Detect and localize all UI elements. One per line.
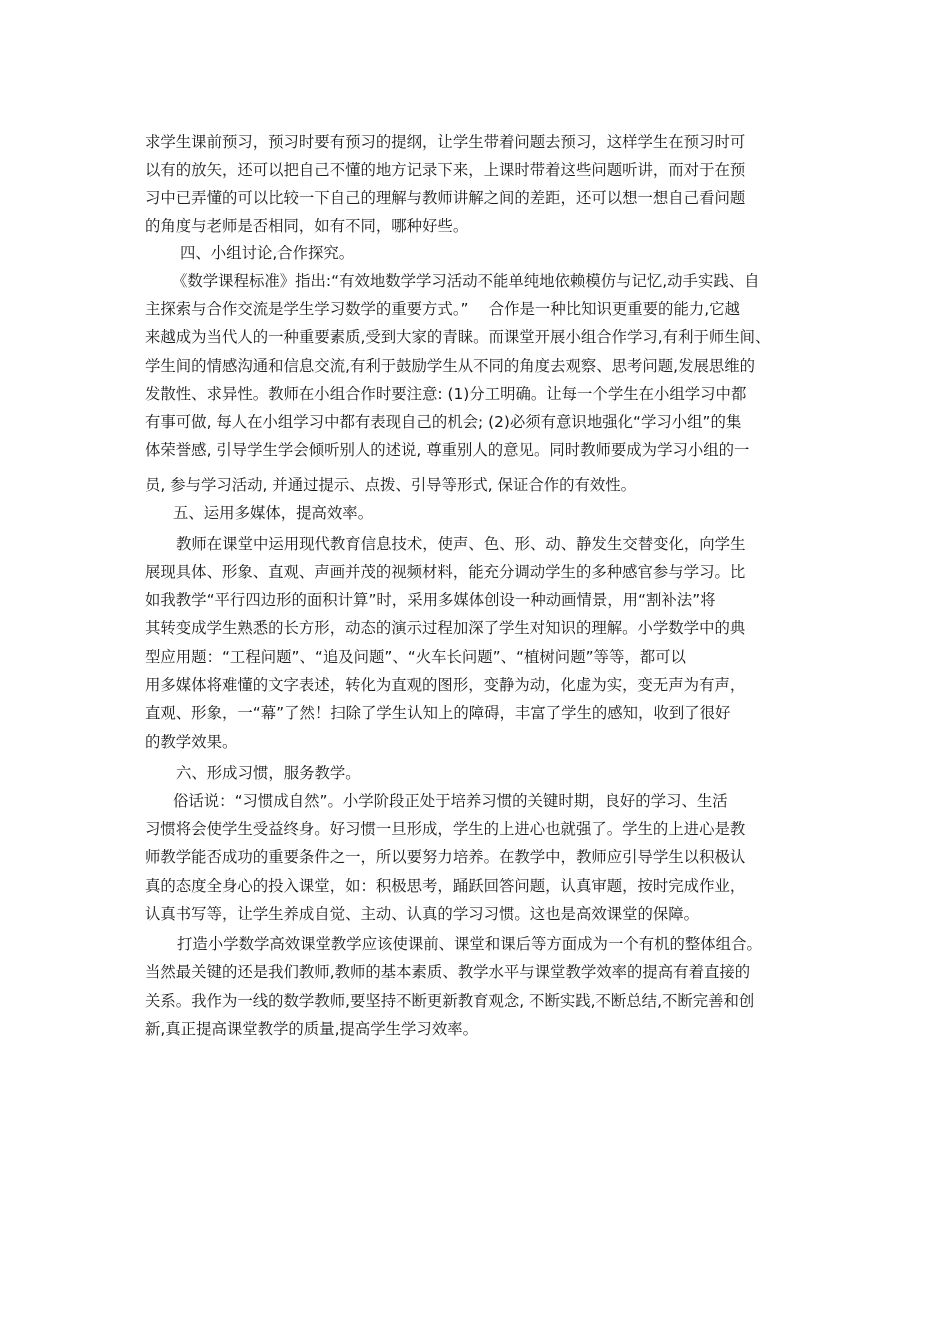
text-line: 习中已弄懂的可以比较一下自己的理解与教师讲解之间的差距，还可以想一想自己看问题 — [145, 189, 746, 207]
section-heading: 六、形成习惯，服务教学。 — [176, 764, 361, 782]
text-line: 新,真正提高课堂教学的质量,提高学生学习效率。 — [145, 1020, 478, 1038]
text-line: 体荣誉感, 引导学生学会倾听别人的述说, 尊重别人的意见。同时教师要成为学习小组的一 — [145, 441, 750, 459]
text-line: 求学生课前预习，预习时要有预习的提纲，让学生带着问题去预习，这样学生在预习时可 — [145, 133, 746, 151]
text-line: 打造小学数学高效课堂教学应该使课前、课堂和课后等方面成为一个有机的整体组合。 — [177, 935, 762, 953]
text-line: 展现具体、形象、直观、声画并茂的视频材料，能充分调动学生的多种感官参与学习。比 — [145, 563, 746, 581]
text-line: 《数学课程标准》指出:“有效地数学学习活动不能单纯地依赖模仿与记忆,动手实践、自 — [172, 272, 760, 290]
text-line: 学生间的情感沟通和信息交流,有利于鼓励学生从不同的角度去观察、思考问题,发展思维的 — [145, 357, 756, 375]
text-line: 的角度与老师是否相同，如有不同，哪种好些。 — [145, 217, 469, 235]
text-line: 如我教学“平行四边形的面积计算”时，采用多媒体创设一种动画情景，用“割补法”将 — [145, 591, 716, 609]
text-line: 关系。我作为一线的数学教师,要坚持不断更新教育观念, 不断实践,不断总结,不断完善和创 — [145, 992, 755, 1010]
text-line: 用多媒体将难懂的文字表述，转化为直观的图形，变静为动，化虚为实，变无声为有声， — [145, 676, 746, 694]
text-line: 有事可做, 每人在小组学习中都有表现自己的机会; (2)必须有意识地强化“学习小组”的集 — [145, 413, 742, 431]
section-heading: 五、运用多媒体，提高效率。 — [173, 504, 374, 522]
text-line: 俗话说：“习惯成自然”。小学阶段正处于培养习惯的关键时期，良好的学习、生活 — [173, 792, 728, 810]
text-line: 主探索与合作交流是学生学习数学的重要方式。” 合作是一种比知识更重要的能力,它越 — [145, 300, 740, 318]
text-line: 发散性、求异性。教师在小组合作时要注意: (1)分工明确。让每一个学生在小组学习中都 — [145, 385, 747, 403]
section-heading: 四、小组讨论,合作探究。 — [180, 244, 355, 262]
text-line: 来越成为当代人的一种重要素质,受到大家的青睐。而课堂开展小组合作学习,有利于师生间、 — [145, 328, 771, 346]
text-line: 员, 参与学习活动, 并通过提示、点拨、引导等形式, 保证合作的有效性。 — [145, 476, 637, 494]
text-line: 认真书写等，让学生养成自觉、主动、认真的学习习惯。这也是高效课堂的保障。 — [145, 905, 700, 923]
text-line: 习惯将会使学生受益终身。好习惯一旦形成，学生的上进心也就强了。学生的上进心是教 — [145, 820, 746, 838]
text-line: 当然最关键的还是我们教师,教师的基本素质、教学水平与课堂教学效率的提高有着直接的 — [145, 963, 751, 981]
text-line: 型应用题：“工程问题”、“追及问题”、“火车长问题”、“植树问题”等等，都可以 — [145, 648, 686, 666]
text-line: 师教学能否成功的重要条件之一，所以要努力培养。在教学中，教师应引导学生以积极认 — [145, 848, 746, 866]
text-line: 真的态度全身心的投入课堂，如：积极思考，踊跃回答问题，认真审题，按时完成作业， — [145, 877, 746, 895]
text-line: 其转变成学生熟悉的长方形，动态的演示过程加深了学生对知识的理解。小学数学中的典 — [145, 619, 746, 637]
text-line: 的教学效果。 — [145, 733, 238, 751]
text-line: 教师在课堂中运用现代教育信息技术，使声、色、形、动、静发生交替变化，向学生 — [176, 535, 746, 553]
text-line: 以有的放矢，还可以把自己不懂的地方记录下来，上课时带着这些问题听讲，而对于在预 — [145, 161, 746, 179]
text-line: 直观、形象，一“幕”了然！扫除了学生认知上的障碍，丰富了学生的感知，收到了很好 — [145, 704, 731, 722]
